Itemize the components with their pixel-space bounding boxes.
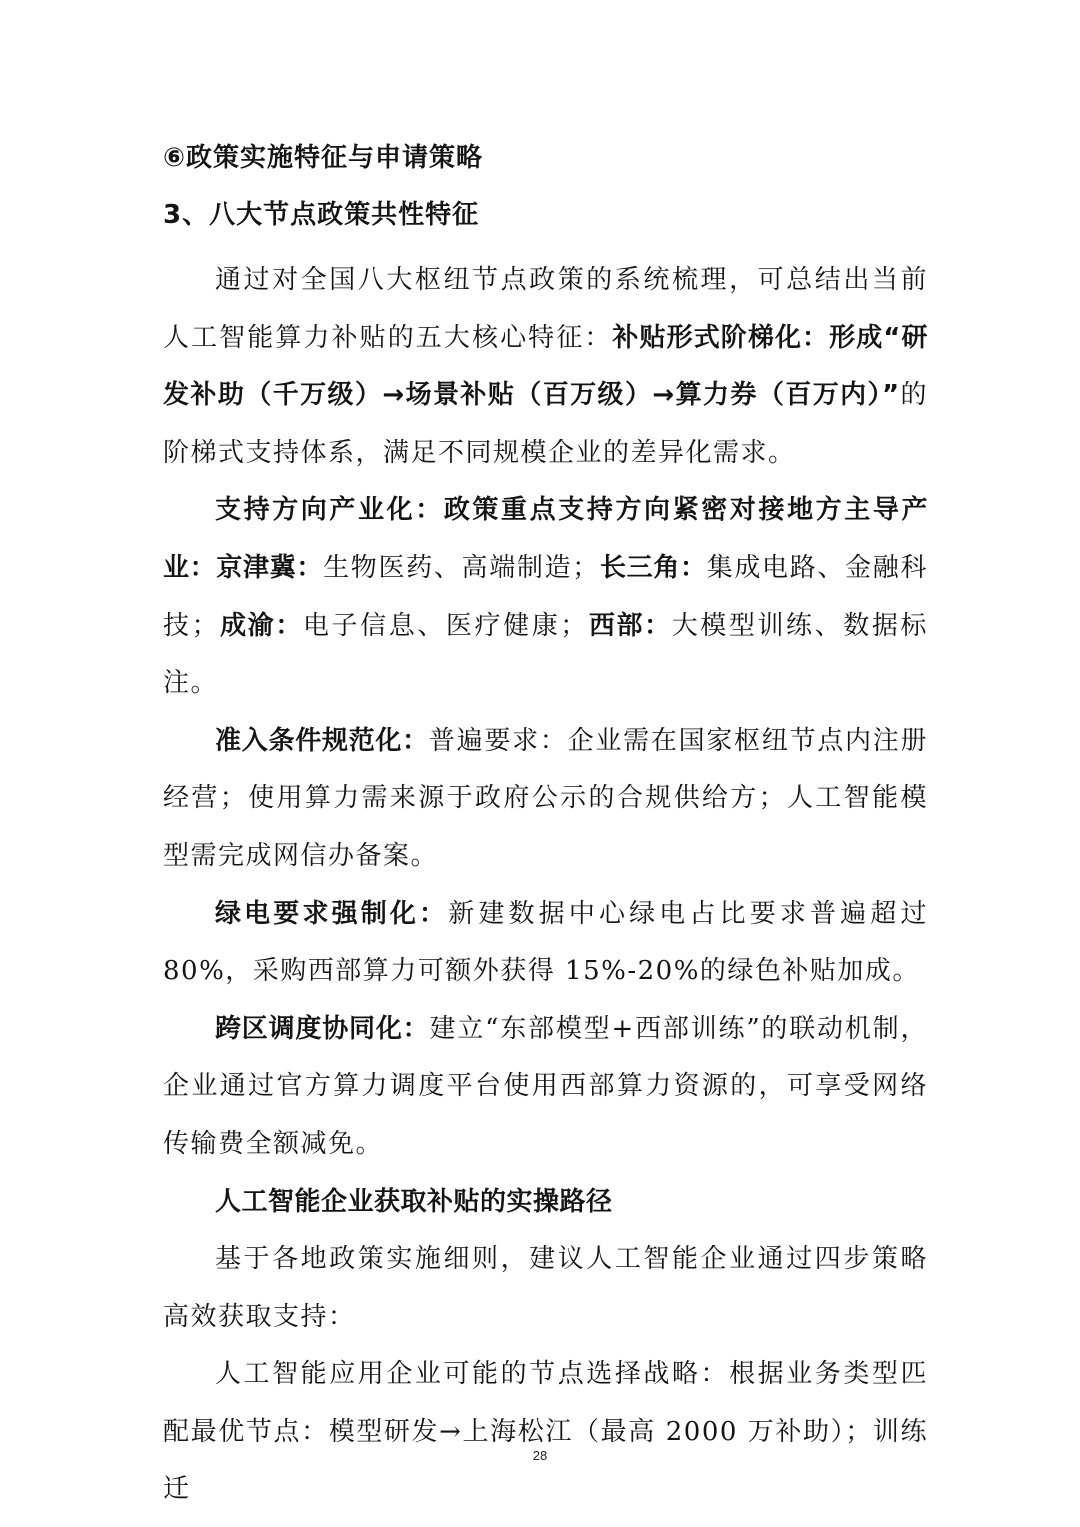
feature4-title: 绿电要求强制化： [215, 898, 449, 929]
section-heading-6: ⑥政策实施特征与申请策略 [163, 143, 484, 173]
feature1-body: 的阶梯式支持体系，满足不同规模企业的差异化需求。 [163, 380, 928, 468]
practical-path-intro: 基于各地政策实施细则，建议人工智能企业通过四步策略高效获取支持： [163, 1244, 928, 1332]
feature5-paragraph [163, 1001, 928, 1174]
feature2-region-xibu: 西部： [587, 610, 672, 641]
feature4-body: 新建数据中心绿电占比要求普遍超过 80%，采购西部算力可额外获得 15%-20%的绿色补贴加成。 [163, 898, 928, 987]
feature2-region-chengyu: 成渝： [219, 610, 303, 641]
intro-text: 通过对全国八大枢纽节点政策的系统梳理，可总结出当前人工智能算力补贴的五大核心特征： [163, 265, 928, 353]
feature1-title: 补贴形式阶梯化：形成“研发补助（千万级）→场景补贴（百万级）→算力券（百万内）” [163, 322, 928, 411]
intro-paragraph [163, 252, 928, 482]
feature2-region-jingjinji-body: 生物医药、高端制造； [323, 552, 600, 583]
feature4-paragraph [163, 886, 928, 1001]
practical-path-heading: 人工智能企业获取补贴的实操路径 [215, 1186, 613, 1217]
page-number: 28 [532, 1448, 548, 1463]
feature3-title: 准入条件规范化： [215, 725, 429, 756]
feature3-body: 普遍要求：企业需在国家枢纽节点内注册经营；使用算力需来源于政府公示的合规供给方；人工智能模型需完成网信办备案。 [163, 725, 928, 871]
feature2-region-changsanjiao-body: 集成电路、金融科技； [163, 552, 928, 641]
subsection-heading-3: 3、八大节点政策共性特征 [163, 200, 480, 230]
node-selection-paragraph: 人工智能应用企业可能的节点选择战略：根据业务类型匹配最优节点：模型研发→上海松江（最高 2000 万补助）；训练迁 [163, 1359, 928, 1505]
feature2-title: 支持方向产业化：政策重点支持方向紧密对接地方主导产业： [163, 495, 928, 583]
feature5-body: 建立“东部模型+西部训练”的联动机制，企业通过官方算力调度平台使用西部算力资源的，可享受网络传输费全额减免。 [163, 1013, 928, 1159]
feature5-title: 跨区调度协同化： [215, 1013, 430, 1044]
feature2-paragraph [163, 482, 928, 712]
feature2-region-changsanjiao: 长三角： [599, 552, 707, 583]
feature3-paragraph [163, 713, 928, 886]
feature2-region-jingjinji: 京津冀： [216, 552, 324, 583]
feature2-region-xibu-body: 大模型训练、数据标注。 [163, 610, 928, 699]
document-body [163, 138, 928, 1519]
feature2-region-chengyu-body: 电子信息、医疗健康； [302, 610, 588, 641]
